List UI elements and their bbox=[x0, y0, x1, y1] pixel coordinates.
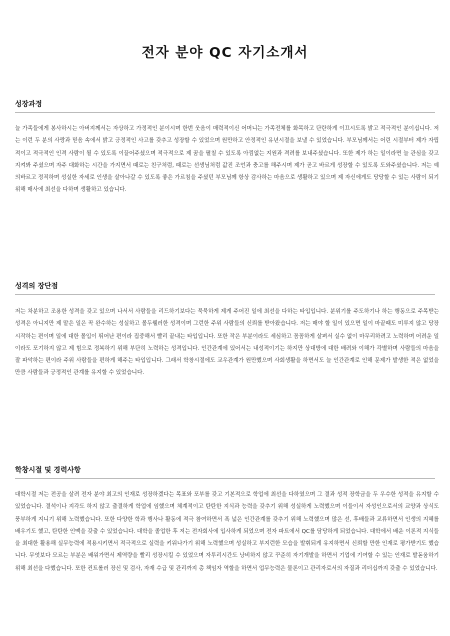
section-divider bbox=[15, 294, 435, 295]
document-title: 전자 분야 QC 자기소개서 bbox=[141, 45, 309, 61]
section-heading-education-career: 학창시절 및 경력사항 bbox=[15, 466, 81, 474]
section-body-growth: 늘 가족들에게 봉사하시는 아버지께서는 자상하고 가정적인 분이시며 한번 웃음이 매력적이신 어머니는 가족전체를 화목하고 단란하게 이끄시도록 밝고 적극적인 분이십니다. 저는 이런 두 분의 사랑과 믿음 속에서 밝고 긍정적인 사고를 갖추고 성장할 수 있었으며 원만하고 안정적인 유년시절을 보낼 수 있었습니다. 부모님께서는 어린 시절부터 제가 자립적이고 적극적인 인격 사람이 될 수 있도록 이끌어주셨으며 적극적으로 제 꿈을 펼칠 수 있도록 아낌없는 지원과 격려를 보내주셨습니다. 또한 제가 하는 일이라면 늘 관심을 갖고 지켜봐 주셨으며 자주 대화하는 시간을 가지면서 때로는 친구처럼, 때로는 선생님처럼 값진 조언과 충고를 해주시며 제가 곧고 바르게 성장할 수 있도록 도와주셨습니다. 저는 예의바르고 정직하며 성실한 자세로 인생을 살아나갈 수 있도록 좋은 가르침을 주셨던 부모님께 항상 감사하는 마음으로 생활하고 있으며 제 자신에게도 당당할 수 있는 사람이 되기 위해 매사에 최선을 다하며 생활하고 있습니다. bbox=[15, 126, 439, 194]
section-divider bbox=[15, 478, 435, 479]
section-divider bbox=[15, 112, 435, 113]
section-heading-growth: 성장과정 bbox=[15, 100, 43, 108]
section-heading-personality: 성격의 장단점 bbox=[15, 282, 59, 290]
section-body-education-career: 대학시절 저는 전공을 살려 전자 분야 최고의 인재로 성장하겠다는 목표와 포부를 갖고 기본적으로 학업에 최선을 다하였으며 그 결과 성적 장학금을 두 우수한 성적을 유지할 수 있었습니다. 결석이나 지각도 하지 않고 출결하게 학업에 임했으며 체계적이고 탄탄한 지식과 능력을 갖추기 위해 성실하게 노력했으며 이들이서 자성인으로서의 교양과 상식도 풍부하게 지니기 위해 노력했습니다. 또한 다양한 학과 행사나 활동에 적극 참여하면서 폭 넓은 인간관계를 갖추기 위해 노력했으며 많은 선, 후배들과 교류하면서 인생의 지혜를 배우기도 했고, 탄탄한 인맥을 갖출 수 있었습니다. 대학을 졸업한 후 저는 전자회사에 입사하게 되었으며 전자 파트에서 QC를 담당하게 되었습니다. 대학에서 배운 이론적 지식들을 최대한 활용해 실무능력에 적용시키면서 적극적으로 실력을 키워나가기 위해 노력했으며 성실하고 부지런한 모습을 발휘되게 유지하면서 신뢰할 만한 인재로 평가받기도 했습니다. 무엇보다 모르는 부분은 배워가면서 제역량을 빨리 성장시킬 수 있었으며 자투리시간도 낭비하지 않고 꾸준히 자기개발을 하면서 기업에 기여할 수 있는 인재로 발돋움하기 위해 최선을 다했습니다. 또한 컨트롤러 장신 및 검사, 자재 수급 및 관리까지 총 책임자 역할을 하면서 업무능력은 물론이고 관리자로서의 자질과 리더십까지 갖출 수 있었습니다. bbox=[15, 492, 439, 572]
section-body-personality: 저는 차분하고 조용한 성격을 갖고 있으며 나서서 사람들을 리드하기보다는 묵묵하게 제게 주어진 일에 최선을 다하는 타입입니다. 분위기를 주도하기나 하는 행동으로 주목받는 성격은 아니지만 제 맡은 일은 꼭 완수하는 성실하고 볼두웰러한 성격이며 그런한 주위 사람들의 신뢰를 받아왔습니다. 저는 매야 할 일이 있으면 일이 마끝때도 미루지 않고 당장 시작하는 편이며 일에 대한 몰입이 뛰어난 편이라 집중해서 빨리 끝내는 타입입니다. 또한 작은 부분이라도 세심하고 꼼꼼하게 살펴서 실수 없이 마무리하려고 노력하며 어려운 일이라도 포기하지 않고 제 힘으로 정복하기 위해 부단히 노력하는 성격입니다. 인간관계에 있어서는 내성적이기는 하지만 상대방에 대한 배려와 이해가 각별하며 사람들의 마음을 잘 파악하는 편이라 주위 사람들을 편하게 해주는 타입입니다. 그래서 학창시절에도 교우관계가 원만했으며 사회생활을 하면서도 늘 인간관계로 인해 문제가 발생한 적은 없었을 만큼 사람들과 긍정적인 관계를 유지할 수 있었습니다. bbox=[15, 309, 439, 377]
